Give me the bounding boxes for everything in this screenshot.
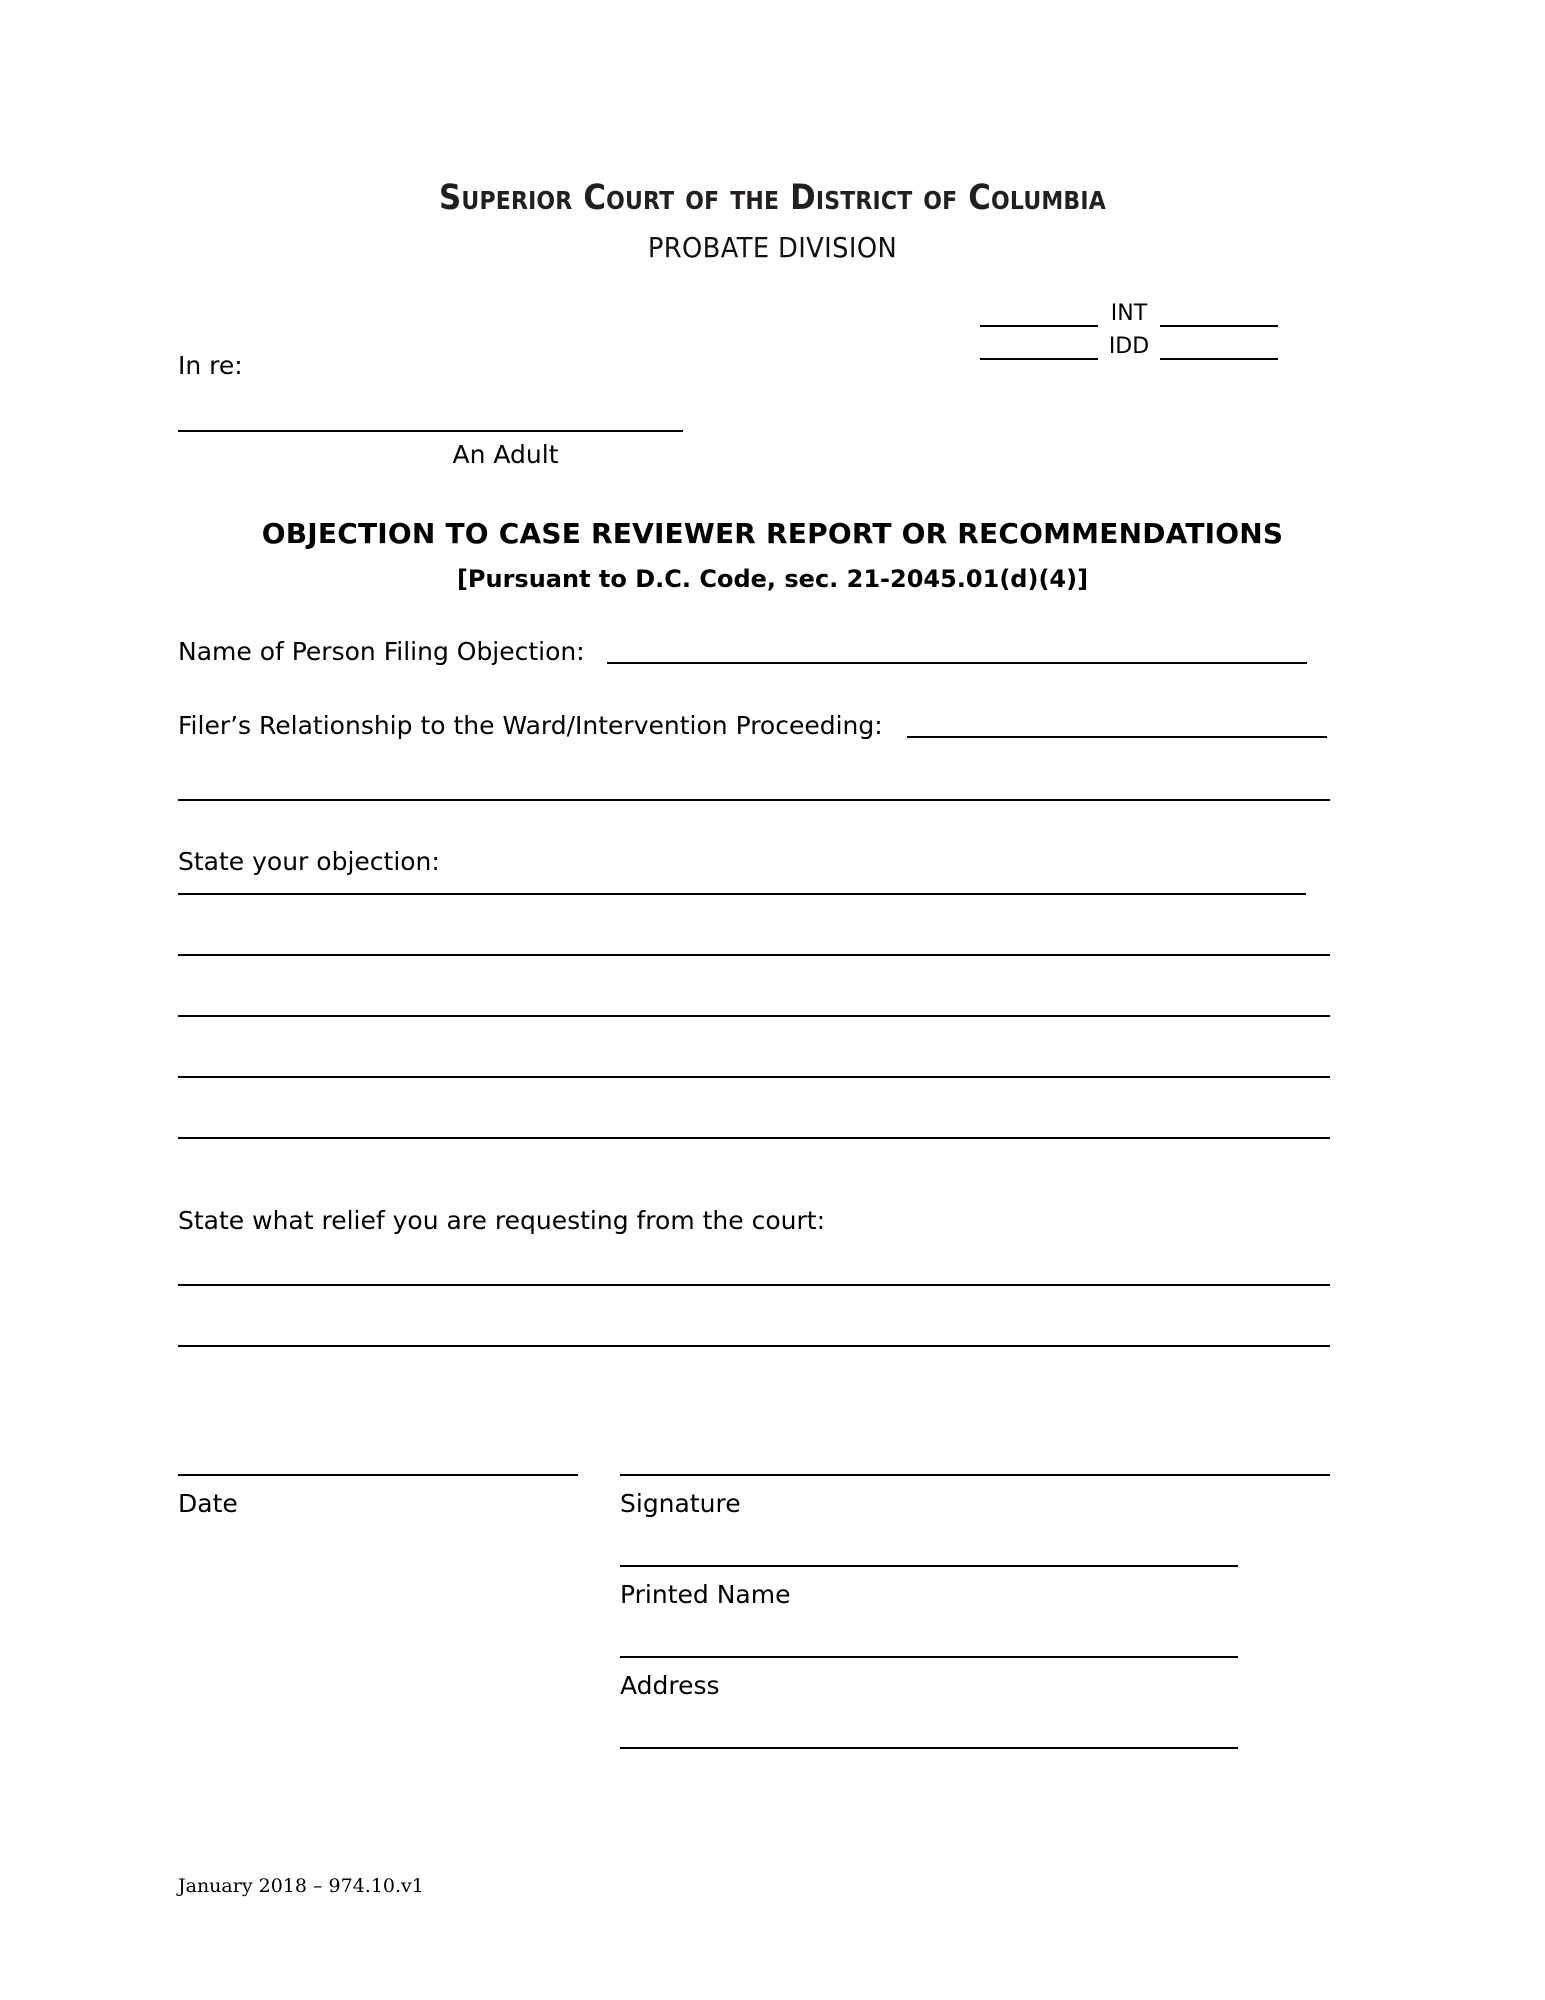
court-title: Superior Court of the District of Columbia [439,178,1106,218]
objection-line-3[interactable] [178,1015,1330,1017]
case-number-row-int [980,294,1340,327]
division-title: PROBATE DIVISION [647,231,898,264]
in-re-label: In re: [178,351,243,380]
relief-prompt: State what relief you are requesting from the court: [178,1206,825,1235]
relationship-input-line-1[interactable] [907,712,1327,738]
objection-line-2[interactable] [178,954,1330,956]
int-right-blank[interactable] [1160,302,1278,327]
relationship-row [178,711,1327,740]
date-label: Date [178,1489,238,1518]
int-label: INT [1110,301,1148,326]
statutory-authority: [Pursuant to D.C. Code, sec. 21-2045.01(d)(4)] [456,565,1089,593]
case-number-block [980,294,1340,360]
filer-name-input[interactable] [607,638,1307,664]
address-label: Address [620,1671,720,1700]
relief-line-1[interactable] [178,1284,1330,1286]
relationship-input-line-2[interactable] [178,799,1330,801]
relationship-label: Filer’s Relationship to the Ward/Intervention Proceeding: [178,711,883,740]
relief-line-2[interactable] [178,1345,1330,1347]
page-title: OBJECTION TO CASE REVIEWER REPORT OR RECOMMENDATIONS [261,517,1284,550]
idd-right-blank[interactable] [1160,335,1278,360]
printed-name-label: Printed Name [620,1580,791,1609]
case-number-row-idd [980,327,1340,360]
filer-name-label: Name of Person Filing Objection: [178,637,585,666]
int-left-blank[interactable] [980,302,1098,327]
form-revision-footer: January 2018 – 974.10.v1 [178,1875,424,1897]
objection-line-1[interactable] [178,893,1306,895]
subject-name-blank[interactable] [178,430,683,432]
address-input-line-2[interactable] [620,1747,1238,1749]
address-input-line-1[interactable] [620,1656,1238,1658]
objection-line-5[interactable] [178,1137,1330,1139]
objection-prompt: State your objection: [178,847,440,876]
date-input[interactable] [178,1474,578,1476]
signature-label: Signature [620,1489,741,1518]
signature-input[interactable] [620,1474,1330,1476]
filer-name-row [178,637,1307,666]
subject-descriptor: An Adult [452,440,559,469]
objection-line-4[interactable] [178,1076,1330,1078]
idd-label: IDD [1108,334,1150,359]
printed-name-input[interactable] [620,1565,1238,1567]
idd-left-blank[interactable] [980,335,1098,360]
